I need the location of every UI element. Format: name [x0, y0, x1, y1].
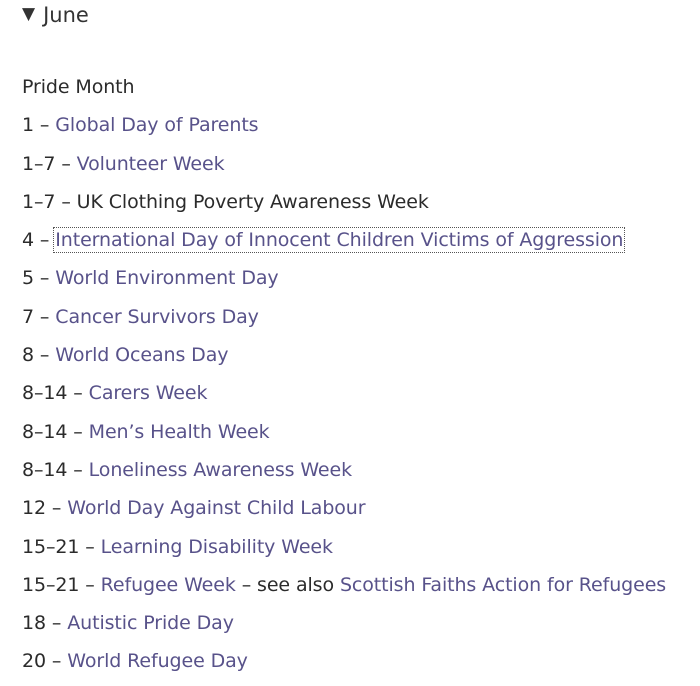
- triangle-down-icon[interactable]: ▼: [22, 4, 36, 24]
- event-link[interactable]: Learning Disability Week: [100, 535, 333, 558]
- list-item: [22, 263, 692, 301]
- see-also-link[interactable]: Scottish Faiths Action for Refugees: [339, 573, 667, 596]
- event-label: UK Clothing Poverty Awareness Week: [76, 190, 429, 213]
- list-item: [22, 493, 692, 531]
- list-item: [22, 570, 692, 608]
- list-item: [22, 646, 692, 684]
- event-date: 15–21 –: [22, 535, 101, 558]
- event-link[interactable]: Autistic Pride Day: [67, 612, 234, 635]
- event-date: 4 –: [22, 229, 56, 252]
- event-date: 8–14 –: [22, 382, 89, 405]
- list-item: [22, 340, 692, 378]
- event-date: 20 –: [22, 650, 68, 673]
- event-date: 1–7 –: [22, 190, 77, 213]
- event-link[interactable]: World Environment Day: [55, 267, 279, 290]
- event-date: 12 –: [22, 497, 68, 520]
- event-link[interactable]: Carers Week: [88, 382, 208, 405]
- event-link[interactable]: Refugee Week: [100, 573, 236, 596]
- event-date: 8–14 –: [22, 458, 89, 481]
- section-title[interactable]: June: [43, 3, 89, 27]
- event-link[interactable]: Global Day of Parents: [55, 114, 259, 137]
- event-date: 8 –: [22, 344, 56, 367]
- event-date: 18 –: [22, 612, 68, 635]
- event-date: 15–21 –: [22, 573, 101, 596]
- event-link[interactable]: Loneliness Awareness Week: [88, 458, 353, 481]
- event-date: 1–7 –: [22, 152, 77, 175]
- event-link[interactable]: Cancer Survivors Day: [55, 305, 259, 328]
- list-item: [22, 532, 692, 570]
- list-item: [22, 417, 692, 455]
- list-item: [22, 110, 692, 148]
- see-also-text: – see also: [235, 573, 340, 596]
- event-link[interactable]: World Day Against Child Labour: [67, 497, 366, 520]
- event-date: 7 –: [22, 305, 56, 328]
- event-list: [22, 72, 692, 685]
- event-label: Pride Month: [22, 76, 135, 98]
- event-date: 1 –: [22, 114, 56, 137]
- list-item: [22, 302, 692, 340]
- list-item: [22, 149, 692, 187]
- list-item: [22, 455, 692, 493]
- list-item: [22, 72, 692, 110]
- event-link[interactable]: World Refugee Day: [67, 650, 248, 673]
- june-disclosure-toggle[interactable]: [22, 0, 89, 30]
- list-item: [22, 225, 692, 263]
- event-link-focused[interactable]: International Day of Innocent Children Victims of Aggression: [55, 229, 624, 252]
- event-link[interactable]: Men’s Health Week: [88, 420, 270, 443]
- event-link[interactable]: World Oceans Day: [55, 344, 229, 367]
- event-link[interactable]: Volunteer Week: [76, 152, 225, 175]
- list-item: [22, 378, 692, 416]
- list-item: [22, 187, 692, 225]
- event-date: 5 –: [22, 267, 56, 290]
- event-date: 8–14 –: [22, 420, 89, 443]
- list-item: [22, 608, 692, 646]
